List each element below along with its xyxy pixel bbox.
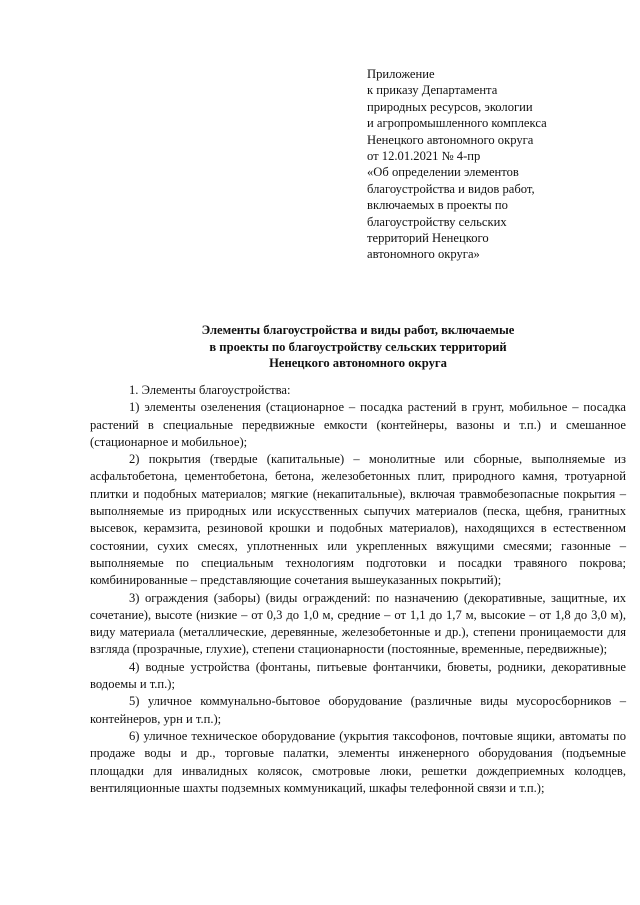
- list-item-greenery: 1) элементы озеленения (стационарное – посадка растений в грунт, мобильное – посадка растений в специальные передвижные емкости (контейнеры, вазоны и т.п.) и смешанное (стационарное и мобильное);: [90, 400, 626, 449]
- title-line: Ненецкого автономного округа: [269, 356, 447, 371]
- appendix-line: Приложение: [367, 67, 435, 81]
- list-item-coverings: 2) покрытия (твердые (капитальные) – монолитные или сборные, выполняемые из асфальтобетона, цементобетона, бетона, железобетонных плит, природного камня, тротуарной плитки и подобных материалов; мягкие (некапитальные), включая травмобезопасные покрытия – выполняемые из природных или искусственных сыпучих материалов (песка, щебня, гранитных высевок, керамзита, резиновой крошки и подобных материалов), находящихся в естественном состоянии, сухих смесях, уплотненных или укрепленных вяжущими смесями; газонные – выполняемые по специальным технологиям подготовки и посадки травяного покрова; комбинированные – представляющие сочетания вышеуказанных покрытий);: [90, 452, 626, 588]
- appendix-line: территорий Ненецкого: [367, 231, 489, 246]
- appendix-line: к приказу Департамента: [367, 83, 498, 98]
- section-heading: 1. Элементы благоустройства:: [129, 383, 291, 397]
- list-item-utility-equipment: 5) уличное коммунально-бытовое оборудование (различные виды мусоросборников – контейнеров, урн и т.п.);: [90, 694, 626, 726]
- document-title: [90, 322, 626, 372]
- list-item-fences: 3) ограждения (заборы) (виды ограждений: по назначению (декоративные, защитные, их сочетание), высоте (низкие – от 0,3 до 1,0 м, средние – от 1,1 до 1,7 м, высокие – от 1,8 до 3,0 м), виду материала (металлические, деревянные, железобетонные и др.), степени проницаемости для взгляда (прозрачные, глухие), степени стационарности (постоянные, временные, передвижные);: [90, 590, 626, 657]
- appendix-line: благоустройства и видов работ,: [367, 181, 535, 196]
- appendix-line: и агропромышленного комплекса: [367, 116, 547, 131]
- appendix-line: Ненецкого автономного округа: [367, 132, 534, 147]
- appendix-line: благоустройству сельских: [367, 214, 507, 229]
- appendix-line: включаемых в проекты по: [367, 198, 508, 213]
- appendix-block: [367, 66, 627, 263]
- appendix-line: автономного округа»: [367, 247, 480, 262]
- appendix-line: природных ресурсов, экологии: [367, 99, 533, 114]
- appendix-line: от 12.01.2021 № 4-пр: [367, 149, 481, 164]
- list-item-water-devices: 4) водные устройства (фонтаны, питьевые фонтанчики, бюветы, родники, декоративные водоемы и т.п.);: [90, 659, 626, 692]
- title-line: в проекты по благоустройству сельских территорий: [209, 339, 507, 354]
- list-item-technical-equipment: 6) уличное техническое оборудование (укрытия таксофонов, почтовые ящики, автоматы по продаже воды и др., торговые палатки, элементы инженерного оборудования (подъемные площадки для инвалидных колясок, смотровые люки, решетки дождеприемных колодцев, вентиляционные шахты подземных коммуникаций, шкафы телефонной связи и т.п.);: [90, 728, 626, 795]
- appendix-line: «Об определении элементов: [367, 165, 519, 180]
- title-line: Элементы благоустройства и виды работ, включаемые: [201, 323, 515, 337]
- document-body: [90, 382, 626, 797]
